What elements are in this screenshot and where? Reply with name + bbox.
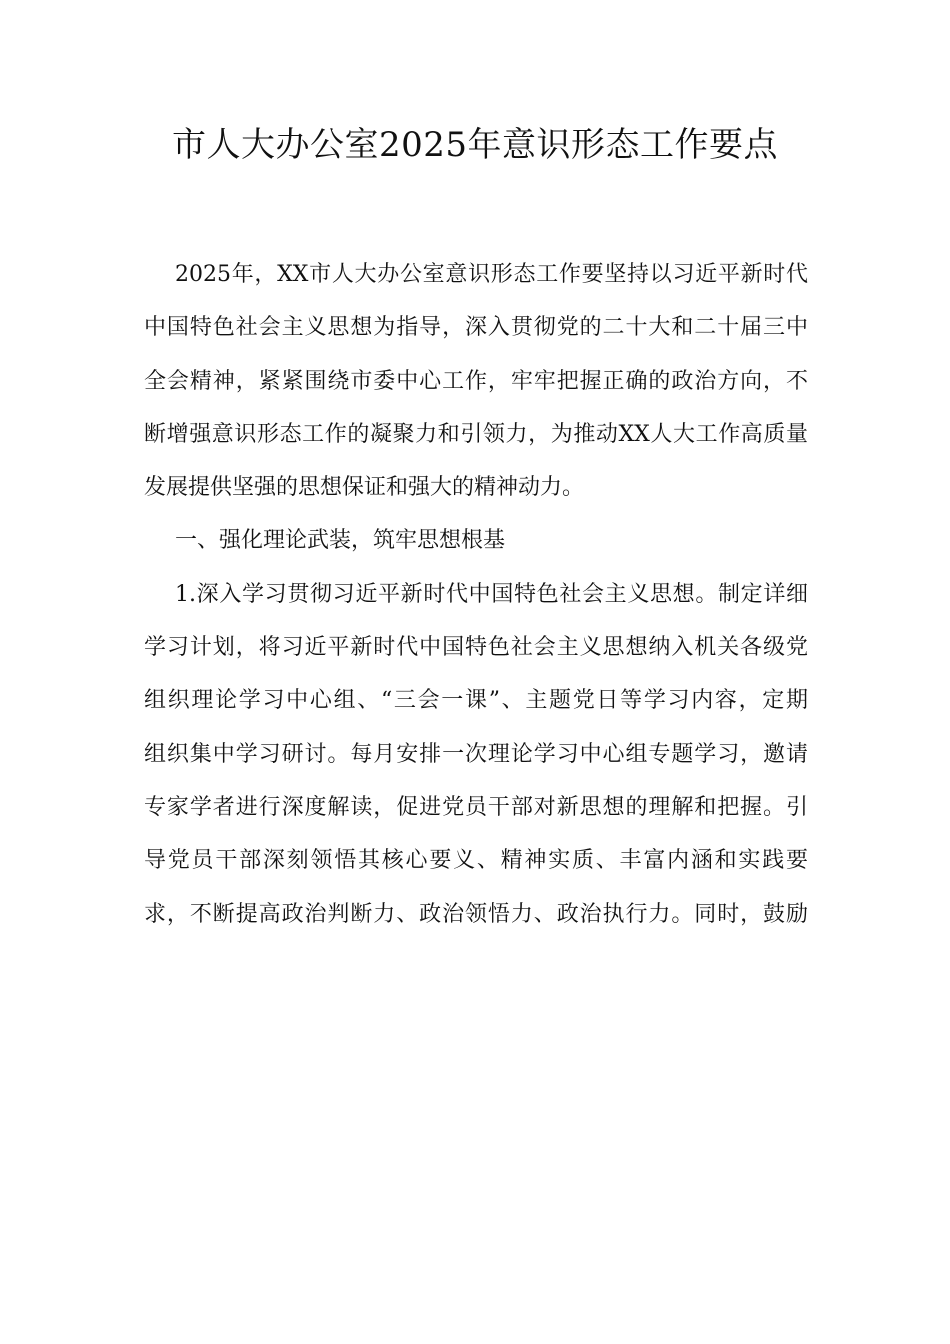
text-line: 导党员干部深刻领悟其核心要义、精神实质、丰富内涵和实践要 [144,848,808,874]
text-line: 学习计划，将习近平新时代中国特色社会主义思想纳入机关各级党 [144,635,808,661]
text-line: 全会精神，紧紧围绕市委中心工作，牢牢把握正确的政治方向，不 [144,368,808,394]
text-line: 组织集中学习研讨。每月安排一次理论学习中心组专题学习，邀请 [144,741,808,767]
section-heading-text: 一、强化理论武装，筑牢思想根基 [175,528,506,554]
text-line: 求，不断提高政治判断力、政治领悟力、政治执行力。同时，鼓励 [144,901,808,927]
text-line: 2025年，XX市人大办公室意识形态工作要坚持以习近平新时代 [175,262,808,287]
text-line: 组织理论学习中心组、“三会一课”、主题党日等学习内容，定期 [144,688,808,714]
document-title: 市人大办公室2025年意识形态工作要点 [171,125,779,165]
text-line: 发展提供坚强的思想保证和强大的精神动力。 [144,475,585,501]
text-line: 断增强意识形态工作的凝聚力和引领力，为推动XX人大工作高质量 [144,421,808,447]
intro-paragraph [144,255,808,521]
text-line: 1.深入学习贯彻习近平新时代中国特色社会主义思想。制定详细 [175,581,808,607]
text-line: 专家学者进行深度解读，促进党员干部对新思想的理解和把握。引 [144,794,808,820]
document-body [144,255,808,948]
section-heading-1 [144,521,808,574]
item-1-paragraph [144,575,808,948]
text-line: 中国特色社会主义思想为指导，深入贯彻党的二十大和二十届三中 [144,315,808,341]
